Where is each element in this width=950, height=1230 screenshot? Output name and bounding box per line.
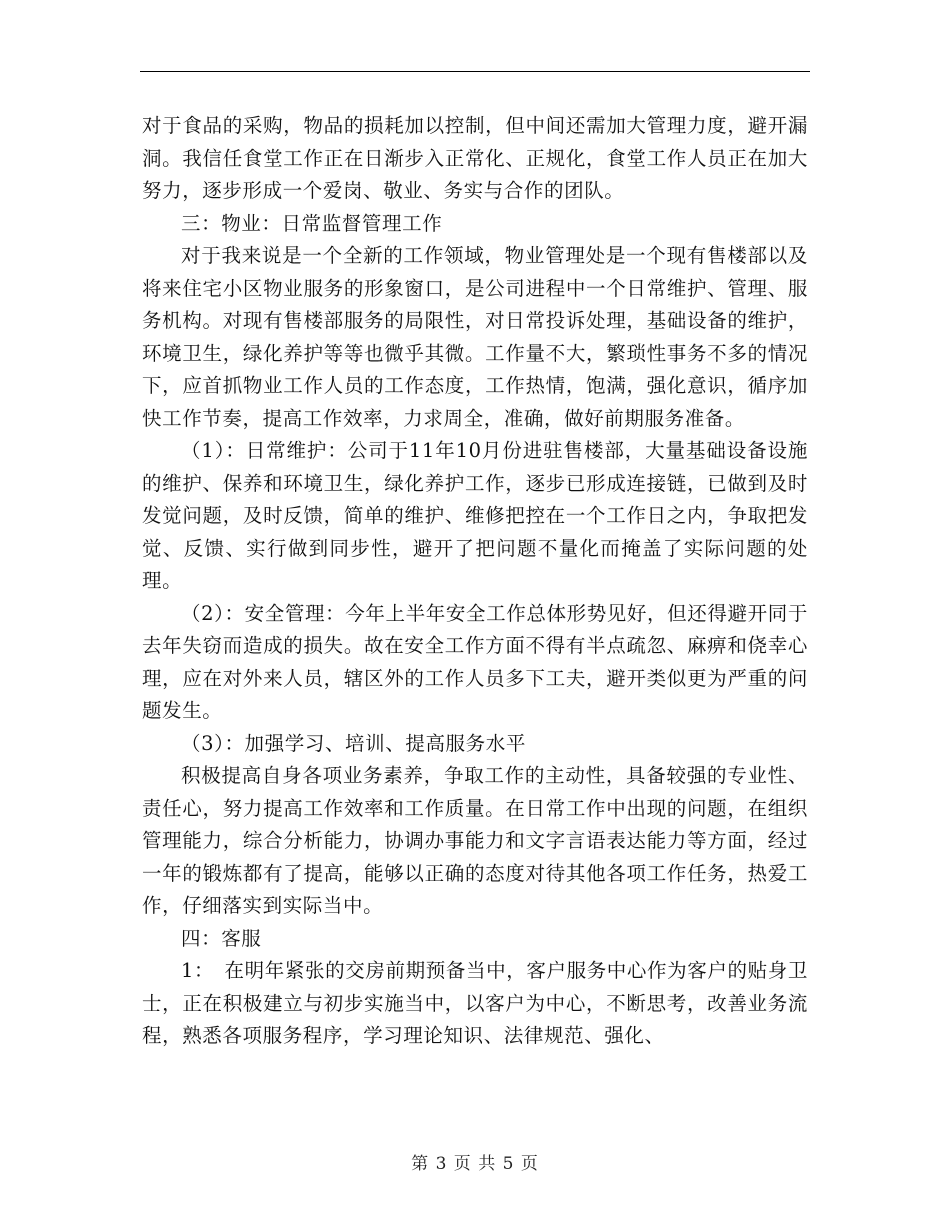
document-body [142, 110, 808, 1053]
subheading-training: （3）：加强学习、培训、提高服务水平 [181, 731, 526, 755]
paragraph-training: 积极提高自身各项业务素养，争取工作的主动性，具备较强的专业性、责任心，努力提高工作效率和工作质量。在日常工作中出现的问题，在组织管理能力，综合分析能力，协调办事能力和文字言语表达能力等方面，经过一年的锻炼都有了提高，能够以正确的态度对待其他各项工作任务，热爱工作，仔细落实到实际当中。 [142, 764, 808, 917]
paragraph-daily-maintenance: （1）：日常维护：公司于11年10月份进驻售楼部，大量基础设备设施的维护、保养和环境卫生，绿化养护工作，逐步已形成连接链，已做到及时发觉问题，及时反馈，简单的维护、维修把控在一个工作日之内，争取把发觉、反馈、实行做到同步性，避开了把问题不量化而掩盖了实际问题的处理。 [142, 439, 808, 592]
section-heading-property: 三：物业：日常监督管理工作 [181, 211, 443, 235]
paragraph-customer-service: 1： 在明年紧张的交房前期预备当中，客户服务中心作为客户的贴身卫士，正在积极建立与初步实施当中，以客户为中心，不断思考，改善业务流程，熟悉各项服务程序，学习理论知识、法律规范、强化、 [142, 959, 808, 1047]
paragraph-canteen-continued: 对于食品的采购，物品的损耗加以控制，但中间还需加大管理力度，避开漏洞。我信任食堂工作正在日渐步入正常化、正规化，食堂工作人员正在加大努力，逐步形成一个爱岗、敬业、务实与合作的团队。 [142, 114, 808, 202]
paragraph-property-intro: 对于我来说是一个全新的工作领域，物业管理处是一个现有售楼部以及将来住宅小区物业服务的形象窗口，是公司进程中一个日常维护、管理、服务机构。对现有售楼部服务的局限性，对日常投诉处理，基础设备的维护，环境卫生，绿化养护等等也微乎其微。工作量不大，繁琐性事务不多的情况下，应首抓物业工作人员的工作态度，工作热情，饱满，强化意识，循序加快工作节奏，提高工作效率，力求周全，准确，做好前期服务准备。 [142, 244, 808, 430]
section-heading-customer-service: 四：客服 [181, 926, 262, 950]
paragraph-security-management: （2）：安全管理：今年上半年安全工作总体形势见好，但还得避开同于去年失窃而造成的损失。故在安全工作方面不得有半点疏忽、麻痹和侥幸心理，应在对外来人员，辖区外的工作人员多下工夫，避开类似更为严重的问题发生。 [142, 601, 808, 722]
header-rule [140, 71, 810, 72]
page-number: 第 3 页 共 5 页 [411, 1154, 539, 1174]
